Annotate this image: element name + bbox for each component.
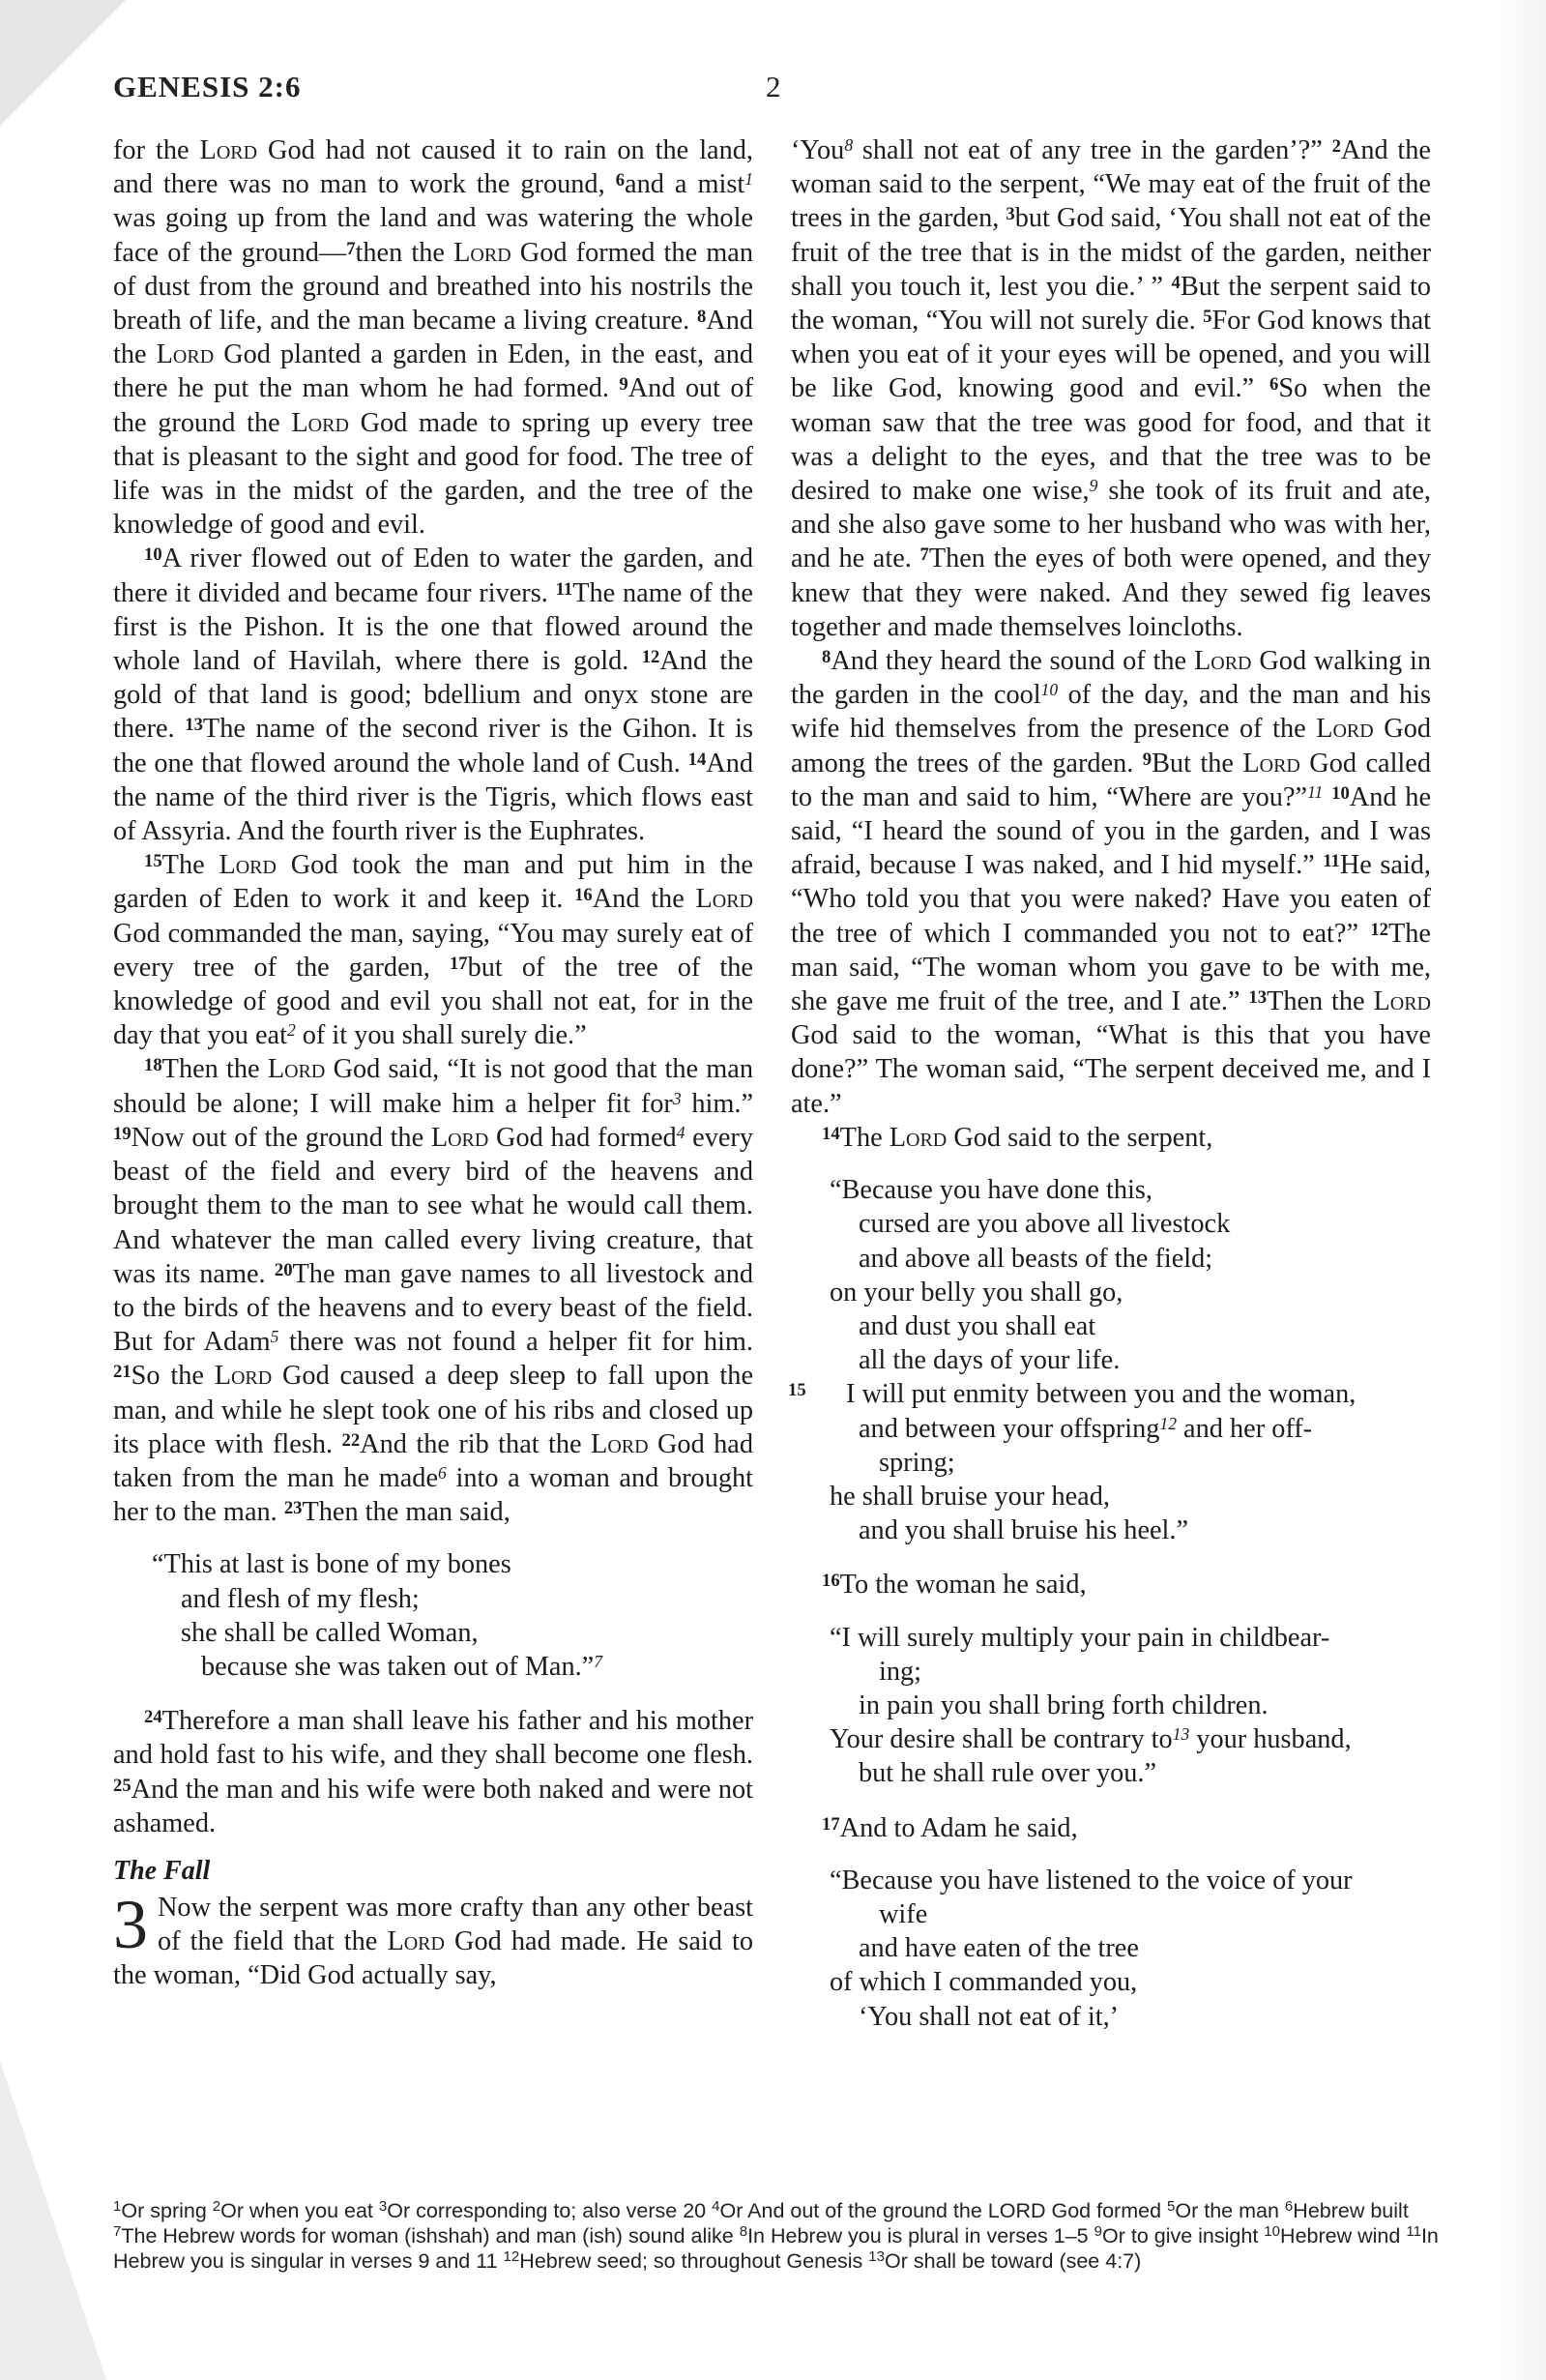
- footnote-mark: 11: [1307, 781, 1324, 802]
- poem-line: ‘You shall not eat of it,’: [859, 2001, 1120, 2032]
- verse-number: 18: [144, 1055, 162, 1076]
- verse-number: 16: [822, 1571, 840, 1592]
- footnote-text: Or to give insight: [1101, 2224, 1259, 2248]
- verse-number: 13: [185, 715, 203, 736]
- divine-name: Lord: [1316, 714, 1374, 745]
- footnote-text: Or the man: [1175, 2199, 1279, 2222]
- poem-line: she shall be called Woman,: [181, 1617, 479, 1648]
- left-column: [113, 133, 753, 1993]
- divine-name: Lord: [214, 1361, 273, 1392]
- paragraph-gen2-24: $^{24}$Therefore a man shall leave his father and his mother and hold fast to his wife, and they shall become one flesh. $^{25}$And the man and his wife were both naked and were not ashamed.: [113, 1706, 753, 1838]
- footnote-key: 8: [739, 2223, 748, 2241]
- verse-number: 22: [341, 1429, 361, 1451]
- footnote-key: 4: [712, 2198, 720, 2216]
- poem-line: and you shall bruise his heel.”: [859, 1515, 1189, 1546]
- footnote-mark: 2: [286, 1020, 296, 1041]
- verse-number: 15: [144, 851, 162, 872]
- poem-line: ing;: [879, 1656, 922, 1687]
- verse-number: 19: [113, 1123, 131, 1144]
- verse-number: 9: [1142, 749, 1152, 770]
- footnote-text: Or And out of the ground the LORD God formed: [719, 2199, 1162, 2222]
- footnote-item: [712, 2199, 1161, 2222]
- poem-serpent-curse: [788, 1173, 1431, 1547]
- footnote-mark: 8: [844, 135, 854, 156]
- footnote-key: 1: [113, 2198, 122, 2216]
- poem-line: in pain you shall bring forth children.: [859, 1690, 1269, 1720]
- poem-line: “Because you have done this,: [830, 1175, 1152, 1206]
- divine-name: Lord: [453, 237, 511, 268]
- paragraph-gen3-16: $^{16}$To the woman he said,: [822, 1570, 1087, 1601]
- footnote-text: Hebrew built: [1293, 2199, 1409, 2222]
- footnote-text: Or when you eat: [220, 2199, 373, 2222]
- footnote-item: [213, 2199, 373, 2222]
- divine-name: Lord: [219, 850, 277, 881]
- poem-line: “Because you have listened to the voice of your: [830, 1865, 1353, 1895]
- footnote-key: 11: [1406, 2223, 1421, 2241]
- footnote-item: [1094, 2224, 1259, 2248]
- divine-name: Lord: [267, 1054, 326, 1085]
- footnote-mark: 13: [1172, 1724, 1190, 1745]
- divine-name: Lord: [1373, 986, 1431, 1017]
- footnote-mark: 7: [594, 1652, 602, 1672]
- paragraph-gen3-14: $^{14}$The Lord God said to the serpent,: [822, 1122, 1213, 1153]
- paragraph-gen3-17: $^{17}$And to Adam he said,: [822, 1812, 1078, 1843]
- verse-number: 24: [144, 1707, 162, 1728]
- footnote-item: [868, 2249, 1141, 2273]
- footnote-key: 12: [503, 2248, 520, 2266]
- divine-name: Lord: [1242, 748, 1300, 779]
- verse-number: 8: [696, 306, 707, 327]
- paragraph-gen3-1-cont: ‘You$^8$ shall not eat of any tree in the garden’?” $^2$And the woman said to the serpent, “We may eat of the fruit of the trees in the garden, $^3$but God said, ‘You shall not eat of the fruit of the tree that is in the midst of the garden, neither shall you touch it, lest you die.’ ” $^4$But the serpent said to the woman, “You will not surely die. $^5$For God knows that when you eat of it your eyes will be opened, and you will be like God, knowing good and evil.” $^6$So when the woman saw that the tree was good for food, and that it was a delight to the eyes, and that the tree was to be desired to make one wise,$^9$ she took of its fruit and ate, and she also gave some to her husband who was with her, and he ate. $^7$Then the eyes of both were opened, and they knew that they were naked. And they sewed fig leaves together and made themselves loincloths.: [791, 135, 1432, 642]
- footnote-key: 13: [868, 2248, 885, 2266]
- right-column: [788, 133, 1432, 2054]
- page-header: [113, 70, 1447, 108]
- paragraph-gen2-18: $^{18}$Then the Lord God said, “It is not good that the man should be alone; I will make him a helper fit for$^3$ him.” $^{19}$Now out of the ground the Lord God had formed$^4$ every beast of the field and every bird of the heavens and brought them to the man to see what he would call them. And whatever the man called every living creature, that was its name. $^{20}$The man gave names to all livestock and to the birds of the heavens and to every beast of the field. But for Adam$^5$ there was not found a helper fit for him. $^{21}$So the Lord God caused a deep sleep to fall upon the man, and while he slept took one of his ribs and closed up its place with flesh. $^{22}$And the rib that the Lord God had taken from the man he made$^6$ into a woman and brought her to the man. $^{23}$Then the man said,: [113, 1054, 754, 1528]
- verse-number: 23: [283, 1498, 303, 1519]
- verse-number: 12: [1370, 919, 1388, 940]
- verse-number: 10: [144, 544, 162, 566]
- page-edge-shadow: [1493, 0, 1546, 2380]
- footnote-mark: 5: [270, 1327, 279, 1347]
- footnote-text: Or shall be toward (see 4:7): [885, 2249, 1142, 2273]
- poem-line: he shall bruise your head,: [830, 1481, 1110, 1512]
- footnote-key: 9: [1094, 2223, 1102, 2241]
- divine-name: Lord: [695, 884, 753, 915]
- poem-line: “This at last is bone of my bones: [152, 1549, 511, 1580]
- footnote-text: Hebrew wind: [1280, 2224, 1401, 2248]
- verse-number: 3: [1006, 204, 1015, 225]
- verse-number: 25: [113, 1775, 131, 1796]
- poem-line: but he shall rule over you.”: [859, 1758, 1157, 1789]
- verse-number: 17: [822, 1813, 840, 1835]
- poem-line: and dust you shall eat: [859, 1310, 1096, 1341]
- divine-name: Lord: [387, 1926, 445, 1957]
- verse-number: 13: [1248, 986, 1268, 1008]
- poem-line: Your desire shall be contrary to$^{13}$ your husband,: [830, 1724, 1352, 1755]
- page-number: 2: [766, 70, 781, 103]
- page-corner-shadow-top: [0, 0, 126, 126]
- paragraph-gen3-8: $^8$And they heard the sound of the Lord God walking in the garden in the cool$^{10}$ of the day, and the man and his wife hid themselves from the presence of the Lord God among the trees of the garden. $^9$But the Lord God called to the man and said to him, “Where are you?”$^{11}$ $^{10}$And he said, “I heard the sound of you in the garden, and I was afraid, because I was naked, and I hid myself.” $^{11}$He said, “Who told you that you were naked? Have you eaten of the tree of which I commanded you not to eat?” $^{12}$The man said, “The woman whom you gave to be with me, she gave me fruit of the tree, and I ate.” $^{13}$Then the Lord God said to the woman, “What is this that you have done?” The woman said, “The serpent deceived me, and I ate.”: [791, 646, 1432, 1119]
- footnote-item: [379, 2199, 706, 2222]
- verse-number: 20: [274, 1259, 293, 1280]
- chapter-number: 3: [113, 1885, 148, 1963]
- verse-number: 2: [1331, 135, 1341, 157]
- poem-line: and between your offspring$^{12}$ and her off-: [859, 1413, 1313, 1444]
- poem-line: of which I commanded you,: [830, 1967, 1138, 1998]
- footnote-mark: 9: [1089, 476, 1098, 496]
- footnote-text: Or spring: [121, 2199, 207, 2222]
- poem-line: spring;: [879, 1447, 955, 1478]
- poem-line: cursed are you above all livestock: [859, 1209, 1231, 1240]
- verse-number: 8: [822, 646, 831, 667]
- verse-number: 11: [1323, 851, 1340, 872]
- footnote-mark: 4: [676, 1123, 685, 1142]
- paragraph-gen2-10: $^{10}$A river flowed out of Eden to water the garden, and there it divided and became four rivers. $^{11}$The name of the first is the Pishon. It is the one that flowed around the whole land of Havilah, where there is gold. $^{12}$And the gold of that land is good; bdellium and onyx stone are there. $^{13}$The name of the second river is the Gihon. It is the one that flowed around the whole land of Cush. $^{14}$And the name of the third river is the Tigris, which flows east of Assyria. And the fourth river is the Euphrates.: [113, 544, 753, 847]
- verse-number: 12: [641, 646, 660, 667]
- footnote-key: 6: [1284, 2198, 1294, 2216]
- paragraph-gen2-15: $^{15}$The Lord God took the man and put him in the garden of Eden to work it and keep it. $^{16}$And the Lord God commanded the man, saying, “You may surely eat of every tree of the garden, $^{17}$but of the tree of the knowledge of good and evil you shall not eat, for in the day that you eat$^2$ of it you shall surely die.”: [113, 850, 753, 1051]
- verse-number: 16: [574, 885, 593, 906]
- divine-name: Lord: [199, 135, 258, 165]
- footnote-key: 5: [1167, 2198, 1176, 2216]
- paragraph-gen2-6: for the Lord God had not caused it to rain on the land, and there was no man to work the ground, $^6$and a mist$^1$ was going up from the land and was watering the whole face of the ground—$^7$then the Lord God formed the man of dust from the ground and breathed into his nostrils the breath of life, and the man became a living creature. $^8$And the Lord God planted a garden in Eden, in the east, and there he put the man whom he had formed. $^9$And out of the ground the Lord God made to spring up every tree that is pleasant to the sight and good for food. The tree of life was in the midst of the garden, and the tree of the knowledge of good and evil.: [113, 135, 754, 541]
- section-heading: The Fall: [113, 1855, 211, 1886]
- divine-name: Lord: [889, 1122, 948, 1153]
- verse-number: 7: [346, 238, 356, 259]
- footnote-item: [113, 2199, 207, 2222]
- footnote-item: [1167, 2199, 1279, 2222]
- footnote-text: Or corresponding to; also verse 20: [387, 2199, 707, 2222]
- footnote-mark: 3: [672, 1088, 682, 1108]
- footnote-text: In Hebrew you is singular in verses 9 and 11: [113, 2224, 1439, 2273]
- poem-line: and have eaten of the tree: [859, 1933, 1139, 1964]
- footnote-text: In Hebrew you is plural in verses 1–5: [747, 2224, 1089, 2248]
- verse-number: 14: [822, 1123, 840, 1144]
- verse-number: 9: [619, 374, 628, 396]
- poem-line: and above all beasts of the field;: [859, 1243, 1213, 1274]
- footnote-mark: 10: [1040, 680, 1059, 700]
- footnote-mark: 6: [438, 1463, 447, 1484]
- footnote-key: 2: [212, 2198, 221, 2216]
- footnotes: [113, 2198, 1447, 2274]
- divine-name: Lord: [430, 1122, 489, 1153]
- poem-line: all the days of your life.: [859, 1345, 1121, 1376]
- running-head: GENESIS 2:6: [113, 70, 302, 103]
- footnote-text: Hebrew seed; so throughout Genesis: [519, 2249, 863, 2273]
- divine-name: Lord: [156, 339, 215, 370]
- poem-line: 15 I will put enmity between you and the woman,: [788, 1379, 1356, 1410]
- divine-name: Lord: [591, 1428, 649, 1459]
- verse-number: 7: [919, 544, 929, 566]
- verse-number: 21: [113, 1362, 131, 1383]
- poem-adam-curse: [791, 1864, 1431, 2034]
- footnote-item: [113, 2224, 734, 2248]
- divine-name: Lord: [1193, 646, 1252, 677]
- footnote-key: 3: [378, 2198, 388, 2216]
- footnote-key: 10: [1264, 2223, 1281, 2241]
- footnote-text: The Hebrew words for woman (ishshah) and man (ish) sound alike: [121, 2224, 734, 2248]
- footnote-mark: 12: [1159, 1413, 1177, 1433]
- poem-line: and flesh of my flesh;: [181, 1583, 420, 1614]
- poem-line: because she was taken out of Man.”$^7$: [201, 1651, 602, 1682]
- verse-number: 10: [1331, 782, 1350, 804]
- page-corner-shadow-bottom: [0, 2061, 106, 2380]
- verse-number: 5: [1203, 306, 1212, 327]
- footnote-item: [504, 2249, 863, 2273]
- footnote-item: [740, 2224, 1089, 2248]
- poem-line: on your belly you shall go,: [830, 1277, 1123, 1308]
- poem-line: wife: [879, 1898, 928, 1929]
- paragraph-gen3-1: 3 Now the serpent was more crafty than any other beast of the field that the Lord God had made. He said to the woman, “Did God actually say,: [113, 1885, 754, 1991]
- poem-woman-curse: [791, 1621, 1431, 1791]
- footnote-mark: 1: [744, 169, 754, 190]
- poem-woman: [113, 1547, 753, 1684]
- verse-number: 6: [615, 170, 626, 191]
- footnote-item: [1264, 2224, 1400, 2248]
- divine-name: Lord: [291, 407, 349, 438]
- verse-number: 17: [449, 953, 468, 974]
- verse-number: 11: [555, 578, 573, 600]
- footnote-key: 7: [113, 2223, 122, 2241]
- verse-number: 4: [1171, 272, 1181, 293]
- verse-number: 6: [1269, 374, 1279, 396]
- footnote-item: [1285, 2199, 1409, 2222]
- verse-number: 14: [687, 749, 707, 770]
- poem-line: “I will surely multiply your pain in childbear-: [830, 1622, 1330, 1653]
